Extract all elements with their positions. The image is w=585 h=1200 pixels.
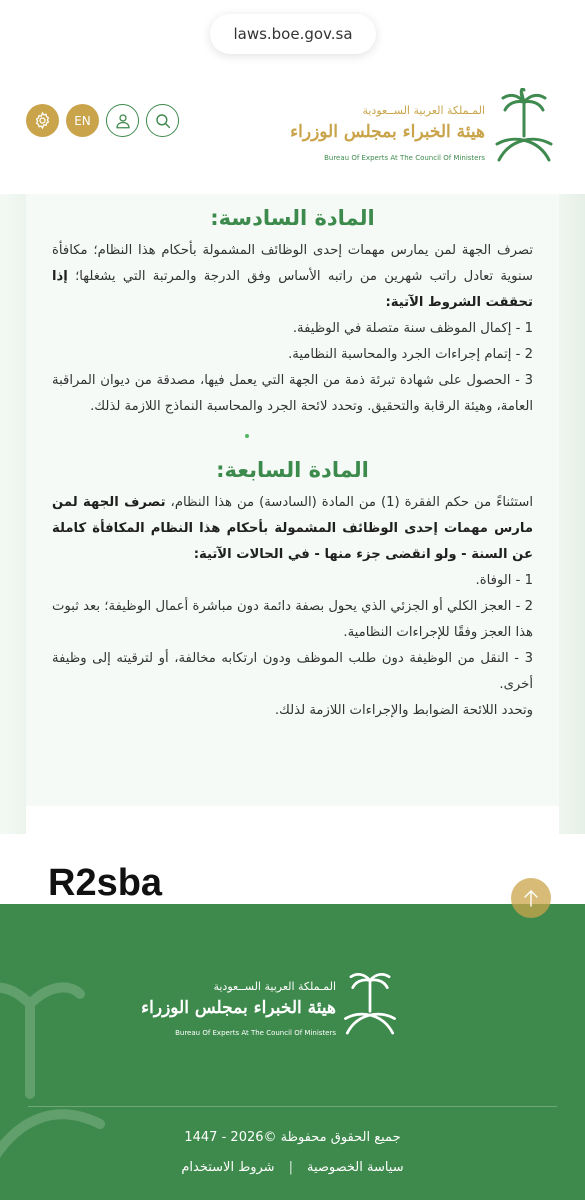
article-seven-item-2: 2 - العجز الكلي أو الجزئي الذي يحول بصفة دائمة دون مباشرة أعمال الوظيفة؛ بعد ثبوت هذا العجز وفقًا للإجراءات النظامية. [52,599,533,640]
copyright-text: جميع الحقوق محفوظة ©2026 - 1447 [184,1130,401,1145]
article-six-title: المادة السادسة: [210,206,375,230]
footer-links [0,1160,585,1175]
decorative-dot [245,434,249,438]
side-decoration-left [0,194,26,834]
gear-icon [33,111,52,130]
article-six-intro [52,238,533,316]
article-six-item-1: 1 - إكمال الموظف سنة متصلة في الوظيفة. [292,321,533,336]
article-seven-item-1: 1 - الوفاة. [475,573,533,588]
article-seven-closing: وتحدد اللائحة الضوابط والإجراءات اللازمة لذلك. [274,703,533,718]
browser-url-area [0,0,585,70]
article-seven-title: المادة السابعة: [216,458,369,482]
url-bar[interactable] [210,14,376,54]
article-seven-item-3: 3 - النقل من الوظيفة دون طلب الموظف ودون ارتكابه مخالفة، أو لترقيته إلى وظيفة أخرى. [52,651,533,692]
footer-logo[interactable] [141,966,400,1046]
back-to-top-button[interactable] [511,878,551,918]
article-spacer [52,420,533,458]
logo-kingdom-text: المـملكة العربية الســعودية [362,104,485,117]
article-seven-intro [52,490,533,568]
settings-button[interactable] [26,104,59,137]
user-button[interactable] [106,104,139,137]
footer-logo-bureau-arabic: هيئة الخبراء بمجلس الوزراء [141,998,336,1018]
footer-divider [28,1106,557,1107]
privacy-policy-link[interactable]: سياسة الخصوصية [306,1160,404,1175]
site-header [0,70,585,194]
url-text: laws.boe.gov.sa [233,25,353,43]
footer-palm-swords-emblem-icon [340,966,400,1042]
watermark-text: R2sba [48,862,163,904]
user-icon [114,112,132,130]
article-seven-intro-bold: تصرف الجهة لمن مارس مهمات إحدى الوظائف المشمولة بأحكام هذا النظام المكافأة كاملة عن السنة - ولو انقضى جزء منها - في الحالات الآتية: [52,495,533,562]
search-button[interactable] [146,104,179,137]
logo-bureau-english: Bureau Of Experts At The Council Of Ministers [324,154,485,162]
article-seven [52,458,533,724]
search-icon [154,112,172,130]
arrow-up-icon [522,888,540,908]
palm-swords-emblem-icon [491,88,557,168]
article-six-intro-text: تصرف الجهة لمن يمارس مهمات إحدى الوظائف المشمولة بأحكام هذا النظام؛ مكافأة سنوية تعادل راتب شهرين من راتبه الأساس وفق الدرجة والمرتبة التي يشغلها؛ [52,243,533,284]
article-seven-intro-text: استثناءً من حكم الفقرة (1) من المادة (السادسة) من هذا النظام، [165,495,533,510]
language-label: EN [74,113,91,128]
site-footer [0,904,585,1200]
article-six-intro-bold: إذا تحققت الشروط الآتية: [52,269,533,310]
footer-logo-bureau-english: Bureau Of Experts At The Council Of Ministers [175,1029,336,1037]
side-decoration-right [559,194,585,834]
law-text-card [26,194,559,806]
footer-logo-kingdom-text: المـملكة العربية الســعودية [213,980,336,993]
terms-of-use-link[interactable]: شروط الاستخدام [181,1160,275,1175]
article-six-item-3: 3 - الحصول على شهادة تبرئة ذمة من الجهة التي يعمل فيها، مصدقة من ديوان المراقبة العامة، وهيئة الرقابة والتحقيق. وتحدد لائحة الجرد والمحاسبة النماذج اللازمة لذلك. [52,373,533,414]
language-button[interactable] [66,104,99,137]
site-logo[interactable] [290,88,557,168]
article-six-item-2: 2 - إتمام إجراءات الجرد والمحاسبة النظامية. [288,347,533,362]
logo-bureau-arabic: هيئة الخبراء بمجلس الوزراء [290,122,485,142]
article-six [52,206,533,420]
palm-decoration-icon [0,964,110,1184]
link-separator: | [288,1160,293,1175]
